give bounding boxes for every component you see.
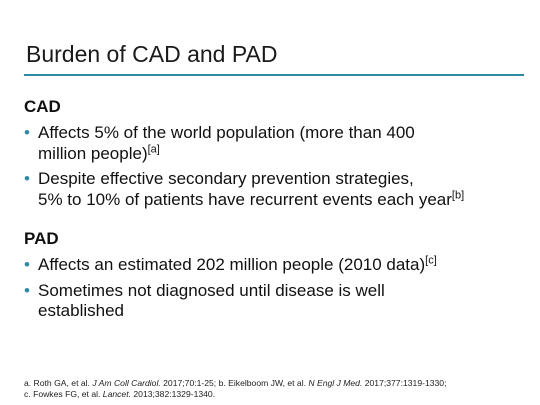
item-text: Despite effective secondary prevention strategies, xyxy=(38,169,414,188)
footnote-line xyxy=(24,389,524,400)
item-text: established xyxy=(38,301,125,320)
list-item xyxy=(24,123,524,164)
footnote-text: 2017;70:1-25; b. Eikelboom JW, et al. xyxy=(160,378,309,388)
journal-name: N Engl J Med. xyxy=(308,378,363,388)
journal-name: Lancet. xyxy=(102,389,131,399)
section-heading-pad: PAD xyxy=(24,229,59,248)
slide-title: Burden of CAD and PAD xyxy=(26,41,278,67)
bullet-icon: • xyxy=(24,255,30,274)
bullet-icon: • xyxy=(24,169,30,188)
bullet-icon: • xyxy=(24,123,30,142)
title-divider xyxy=(24,74,524,76)
pad-bullet-list xyxy=(24,255,524,327)
footnote-text: 2013;382:1329-1340. xyxy=(131,389,216,399)
footnote-text: c. Fowkes FG, et al. xyxy=(24,389,103,399)
reference-marker: [a] xyxy=(147,142,160,155)
item-text: 5% to 10% of patients have recurrent events each year xyxy=(38,189,452,209)
footnote-text: a. Roth GA, et al. xyxy=(24,378,93,388)
reference-marker: [c] xyxy=(425,254,437,267)
item-text: Sometimes not diagnosed until disease is well xyxy=(38,280,385,300)
section-heading-cad: CAD xyxy=(24,97,61,116)
list-item xyxy=(24,169,524,210)
footnote-line xyxy=(24,378,524,389)
list-item xyxy=(24,255,524,276)
footnote-text: 2017;377:1319-1330; xyxy=(362,378,447,388)
reference-marker: [b] xyxy=(451,188,465,201)
item-text: Affects 5% of the world population (more than 400 xyxy=(38,123,415,142)
footnotes xyxy=(24,378,524,400)
item-text: Affects an estimated 202 million people (2010 data) xyxy=(38,255,426,274)
journal-name: J Am Coll Cardiol. xyxy=(92,378,161,388)
list-item xyxy=(24,281,524,322)
item-text: million people) xyxy=(38,143,148,163)
bullet-icon: • xyxy=(24,280,30,300)
cad-bullet-list xyxy=(24,123,524,215)
